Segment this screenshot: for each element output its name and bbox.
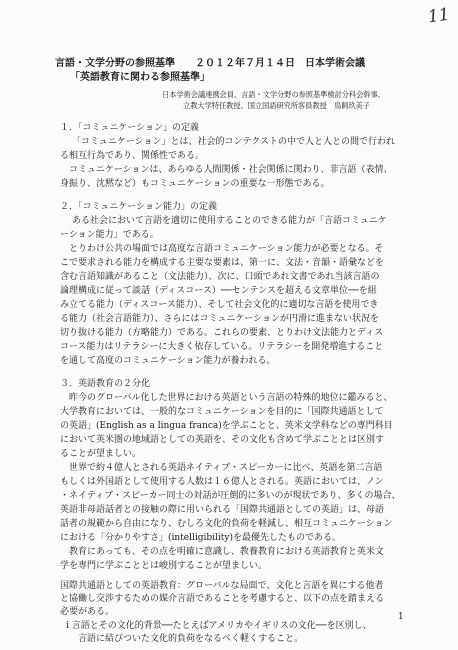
document-title: 言語・文学分野の参照基準 ２０１２年７月１４日 日本学術会議 bbox=[55, 58, 365, 69]
lingua-franca-paragraph-line: 国際共通語としての英語教育：グローバルな局面で、文化と言語を異にする他者 bbox=[60, 581, 384, 591]
section-3-line: ・ネイティブ・スピーカー同士の対話が圧倒的に多いのが現状であり、多くの場合、 bbox=[60, 491, 401, 501]
section-2-line: コース能力はリテラシーに大きく依存している。リテラシーを開発増進すること bbox=[60, 342, 384, 352]
section-2-line: ある社会において言語を適切に使用することのできる能力が「言語コミュニケ bbox=[72, 216, 387, 226]
section-2-heading: ２．「コミュニケーション能力」の定義 bbox=[60, 202, 217, 212]
section-3-line: もしくは外国語として使用する人数は１６億人とされる。英語においては、ノン bbox=[60, 477, 384, 487]
list-item-line: ⅰ 言語とその文化的背景──たとえばアメリカやイギリスの文化──を区別し、 bbox=[66, 621, 372, 631]
author-name-line: 立教大学特任教授、国立国語研究所客員教授 鳥飼玖美子 bbox=[183, 101, 370, 110]
section-3-line: 大学教育においては、一般的なコミュニケーションを目的に「国際共通語として bbox=[60, 407, 384, 417]
author-affiliation: 日本学術会議連携会員、言語・文学分野の参照基準検討分科会幹事、 bbox=[162, 90, 385, 99]
section-1-line: 「コミュニケーション」とは、社会的コンテクストの中で人と人との間で行われ bbox=[72, 137, 396, 147]
list-item-line: 言語に結びついた文化的負荷をなるべく軽くすること。 bbox=[78, 634, 304, 644]
section-2-line: 論理構成に従って談話（ディスコース）──センテンスを超える文章単位──を組 bbox=[60, 286, 377, 296]
section-3-line: 英語非母語話者との接触の際に用いられる「国際共通語としての英語」は、母語 bbox=[60, 505, 385, 515]
section-3-line: 昨今のグローバル化した世界における英語という言語の特殊的地位に鑑みると、 bbox=[60, 393, 393, 403]
section-3-line: 学を専門に学ぶこととは峻別することが望ましい。 bbox=[60, 561, 268, 571]
section-2-line: ーション能力」である。 bbox=[60, 230, 159, 240]
section-3-line: の英語」(English as a lingua franca)を学ぶことと、英米文学科などの専門科目 bbox=[60, 421, 393, 431]
section-3-line: ることが望ましい。 bbox=[60, 449, 142, 459]
section-2-line: み立てる能力（ディスコース能力）、そして社会文化的に適切な言語を使用でき bbox=[60, 300, 379, 310]
section-3-heading: ３．英語教育の２分化 bbox=[60, 379, 151, 389]
section-2-line: を通して高度のコミュニケーション能力が養われる。 bbox=[60, 356, 276, 366]
section-1-heading: １．「コミュニケーション」の定義 bbox=[60, 123, 199, 133]
section-3-line: 世界で約４億人とされる英語ネイティブ・スピーカーに比べ、英語を第二言語 bbox=[60, 463, 383, 473]
section-2-line: 含む言語知識があること（文法能力）、次に、口頭であれ文書であれ当該言語の bbox=[60, 272, 380, 282]
section-1-line: 身振り、沈黙など）もコミュニケーションの重要な一形態である。 bbox=[60, 179, 330, 189]
section-2-line: とりわけ公共の場面では高度な言語コミュニケーション能力が必要となる。そ bbox=[60, 244, 384, 254]
section-3-line: における「分かりやすさ」(intelligibility)を最優先したものである。 bbox=[60, 533, 342, 543]
section-3-line: において英米圏の地域語としての英語を、その文化も含めて学ぶこととは区別す bbox=[60, 435, 385, 445]
section-3-line: 話者の規範から自由になり、むしろ文化的負荷を軽減し、相互コミュニケーション bbox=[60, 519, 393, 529]
section-3-line: 教育にあっても、その点を明確に意識し、教養教育における英語教育と英米文 bbox=[60, 547, 384, 557]
lingua-franca-paragraph-line: 必要がある。 bbox=[60, 607, 115, 617]
handwritten-page-mark: 11 bbox=[426, 4, 451, 28]
section-1-line: る相互行為であり、関係性である。 bbox=[60, 151, 205, 161]
section-1-line: コミュニケーションは、あらゆる人間関係・社会関係に関わり、非言語（表情、 bbox=[60, 165, 393, 175]
section-2-line: こで要求される能力を構成する主要な要素は、第一に、文法・音韻・語彙などを bbox=[60, 258, 385, 268]
document-subtitle: 「英語教育に関わる参照基準」 bbox=[70, 72, 210, 83]
lingua-franca-paragraph-line: と協働し交渉するための媒介言語であることを考慮すると、以下の点を踏まえる bbox=[60, 594, 385, 604]
section-2-line: 切り抜ける能力（方略能力）である。これらの要素、とりわけ文法能力とディス bbox=[60, 328, 384, 338]
section-2-line: る能力（社会言語能力）、さらにはコミュニケーションが円滑に進まない状況を bbox=[60, 314, 379, 324]
page-number: 1 bbox=[398, 612, 404, 622]
